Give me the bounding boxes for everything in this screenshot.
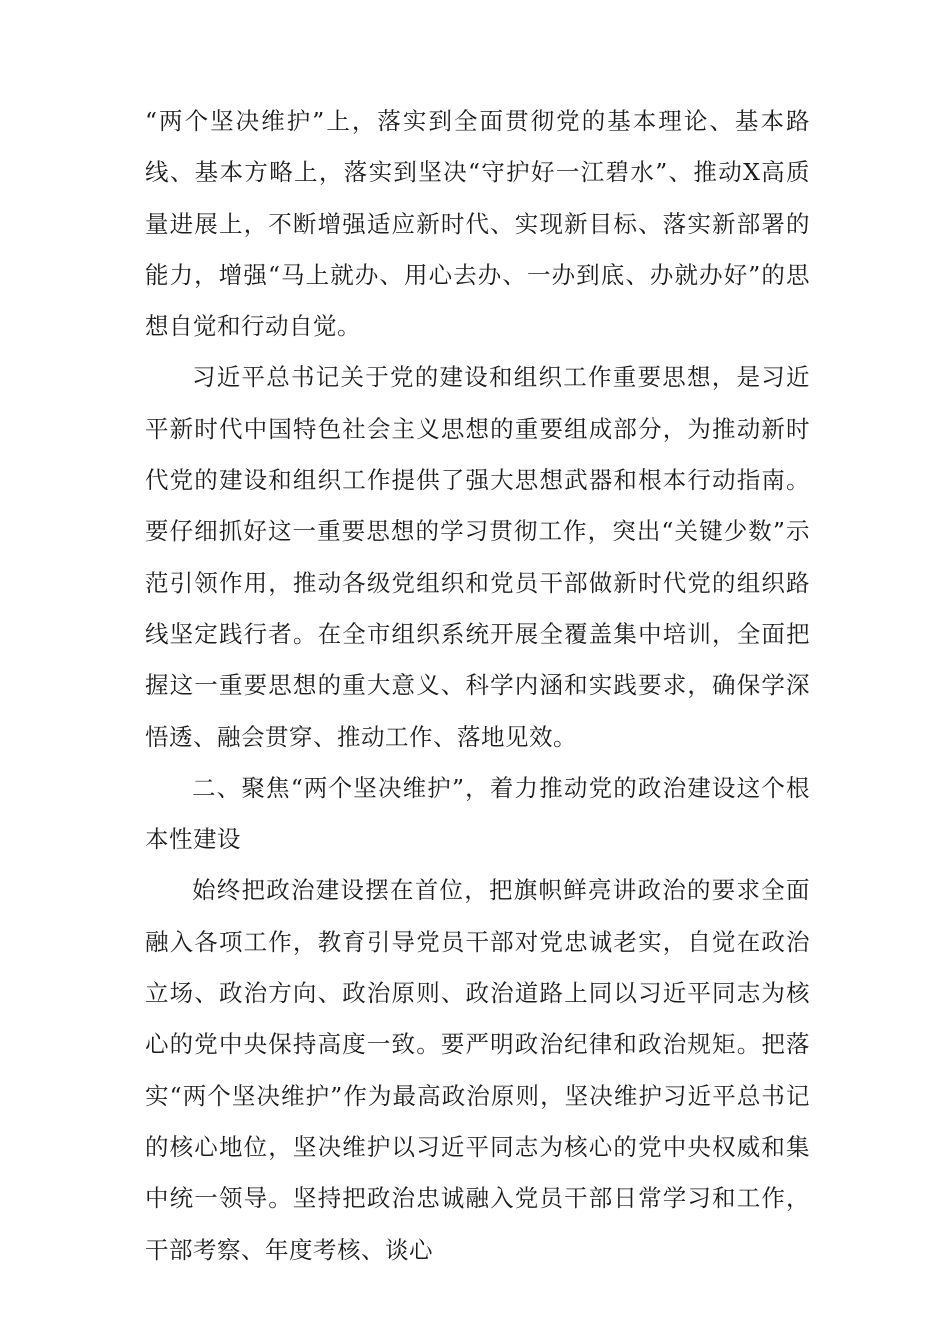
document-body [145, 96, 810, 1276]
paragraph-2: 习近平总书记关于党的建设和组织工作重要思想，是习近平新时代中国特色社会主义思想的重要组成部分，为推动新时代党的建设和组织工作提供了强大思想武器和根本行动指南。要仔细抓好这一重要思想的学习贯彻工作，突出“关键少数”示范引领作用，推动各级党组织和党员干部做新时代党的组织路线坚定践行者。在全市组织系统开展全覆盖集中培训，全面把握这一重要思想的重大意义、科学内涵和实践要求，确保学深悟透、融会贯穿、推动工作、落地见效。 [145, 363, 810, 751]
section-heading-2: 二、聚焦“两个坚决维护”，着力推动党的政治建设这个根本性建设 [145, 773, 810, 854]
paragraph-3: 始终把政治建设摆在首位，把旗帜鲜亮讲政治的要求全面融入各项工作，教育引导党员干部对党忠诚老实，自觉在政治立场、政治方向、政治原则、政治道路上同以习近平同志为核心的党中央保持高度一致。要严明政治纪律和政治规矩。把落实“两个坚决维护”作为最高政治原则，坚决维护习近平总书记的核心地位，坚决维护以习近平同志为核心的党中央权威和集中统一领导。坚持把政治忠诚融入党员干部日常学习和工作，干部考察、年度考核、谈心 [145, 876, 810, 1264]
paragraph-1: “两个坚决维护”上，落实到全面贯彻党的基本理论、基本路线、基本方略上，落实到坚决“守护好一江碧水”、推动X高质量进展上，不断增强适应新时代、实现新目标、落实新部署的能力，增强“马上就办、用心去办、一办到底、办就办好”的思想自觉和行动自觉。 [145, 107, 810, 341]
